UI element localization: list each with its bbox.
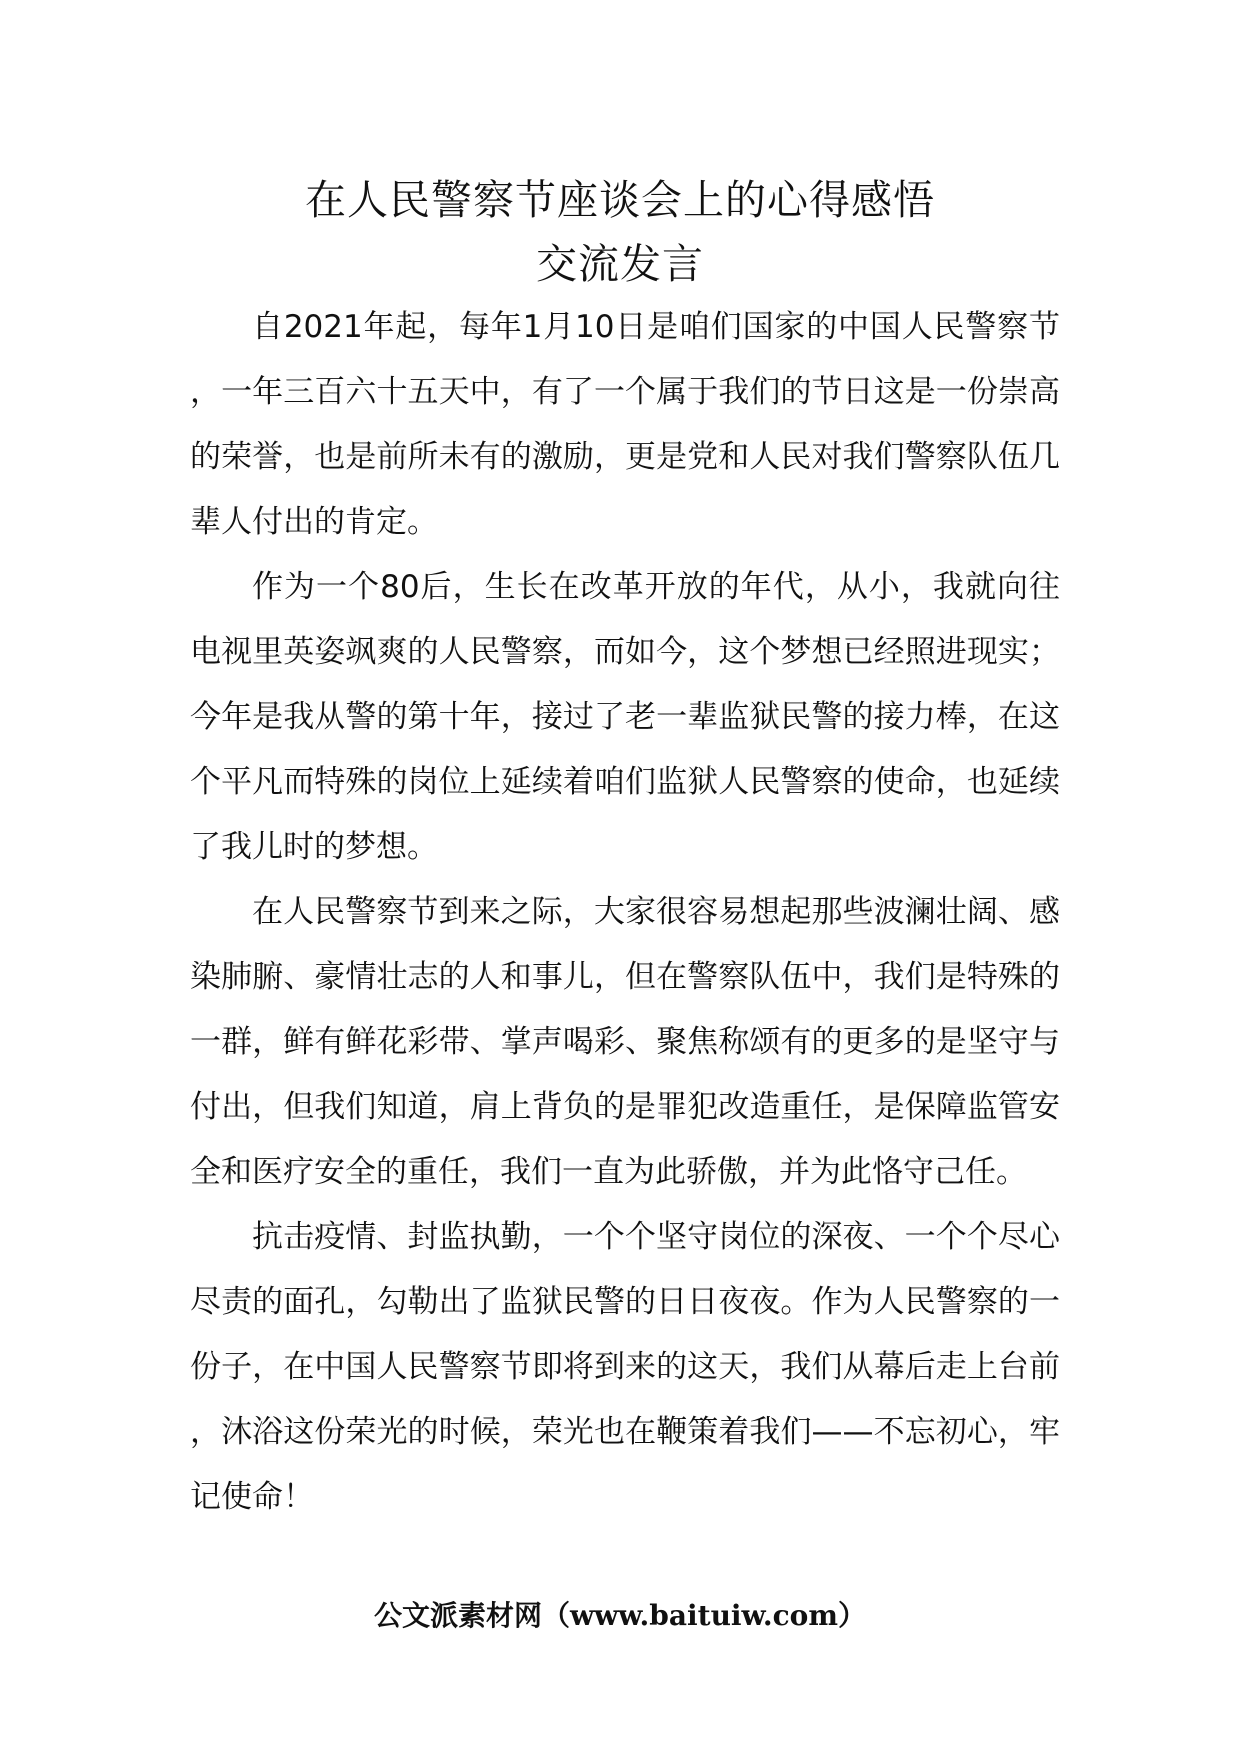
paragraph-4: 抗击疫情、封监执勤，一个个坚守岗位的深夜、一个个尽心尽责的面孔，勾勒出了监狱民警的日日夜夜。作为人民警察的一份子，在中国人民警察节即将到来的这天，我们从幕后走上台前，沐浴这份荣光的时候，荣光也在鞭策着我们——不忘初心，牢记使命！ [190, 1219, 1060, 1515]
document-body [190, 295, 1060, 1530]
paragraph-1: 自2021年起，每年1月10日是咱们国家的中国人民警察节，一年三百六十五天中，有了一个属于我们的节日这是一份崇高的荣誉，也是前所未有的激励，更是党和人民对我们警察队伍几辈人付出的肯定。 [190, 309, 1060, 540]
document-title-line-2: 交流发言 [536, 240, 704, 288]
paragraph-2: 作为一个80后，生长在改革开放的年代，从小，我就向往电视里英姿飒爽的人民警察，而如今，这个梦想已经照进现实；今年是我从警的第十年，接过了老一辈监狱民警的接力棒，在这个平凡而特殊的岗位上延续着咱们监狱人民警察的使命，也延续了我儿时的梦想。 [190, 569, 1060, 865]
document-title-line-1: 在人民警察节座谈会上的心得感悟 [305, 176, 935, 224]
paragraph-3: 在人民警察节到来之际，大家很容易想起那些波澜壮阔、感染肺腑、豪情壮志的人和事儿，但在警察队伍中，我们是特殊的一群，鲜有鲜花彩带、掌声喝彩、聚焦称颂有的更多的是坚守与付出，但我们知道，肩上背负的是罪犯改造重任，是保障监管安全和医疗安全的重任，我们一直为此骄傲，并为此恪守己任。 [190, 894, 1060, 1190]
footer-source: 公文派素材网（www.baituiw.com） [374, 1599, 866, 1632]
